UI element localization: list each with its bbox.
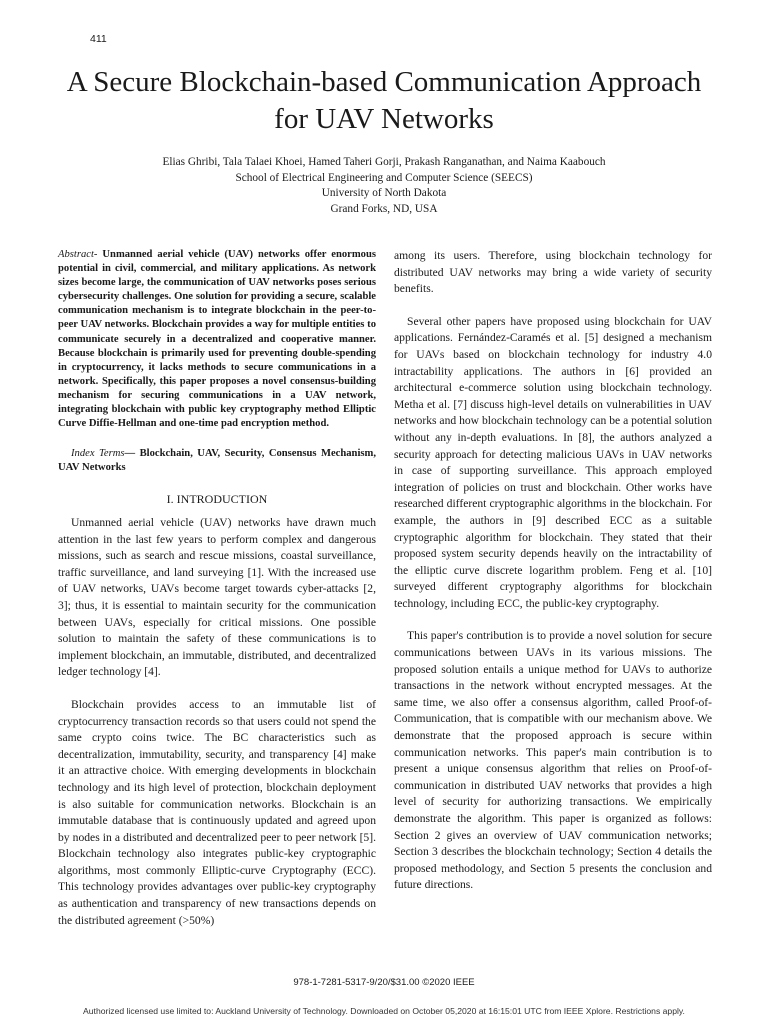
right-paragraph-2: Several other papers have proposed using blockchain for UAV applications. Fernández-Caramés et al. [5] designed a mechanism for UAVs based on blockchain technology for industry 4.0 intractability applications. The authors in [6] provided an architectural e-commerce solution using blockchain technology. Metha et al. [7] discuss high-level details on vulnerabilities in UAV networks and how blockchain technology can be a potential solution without any in-depth evaluations. In [8], the authors analyzed a security approach for detecting malicious UAVs in UAV networks in case of supporting surveillance. This approach employed integration of policies on trust and blockchain. Other works have researched different cryptographic algorithms in the blockchain. For example, the authors in [9] described ECC as a suitable cryptographic algorithm for blockchain. They stated that their proposed system security depends heavily on the intractability of the elliptic curve discrete logarithm problem. Feng et al. [10] surveyed different cryptography algorithms for blockchain technology, including ECC, the public-key cryptography. bbox=[394, 314, 712, 610]
section-heading-introduction: I. INTRODUCTION bbox=[166, 492, 268, 507]
footer-isbn: 978-1-7281-5317-9/20/$31.00 ©2020 IEEE bbox=[293, 977, 475, 988]
index-terms-text: — Blockchain, UAV, Security, Consensus Mechanism, UAV Networks bbox=[58, 448, 376, 474]
intro-paragraph-2: Blockchain provides access to an immutable list of cryptocurrency transaction records so that users could not spend the same crypto coins twice. The BC characteristics such as decentralization, immutability, security, and transparency [4] make it an attractive choice. With emerging developments in blockchain technology and its high level of protection, blockchain deployment is also suitable for communication networks. Blockchain is an immutable database that is continuously updated and agreed upon by nodes in a distributed and decentralized peer to peer network [5]. Blockchain technology also integrates public-key cryptographic algorithms, most commonly Elliptic-curve Cryptography (ECC). This technology provides advantages over public-key cryptography as authentication and transparency of new transactions depends on the distributed agreement (>50%) bbox=[58, 697, 376, 927]
right-paragraph-3: This paper's contribution is to provide a novel solution for secure communications between UAVs in its various missions. The proposed solution entails a unique method for UAVs to authorize transactions in the network without encrypted messages. At the same time, we also offer a consensus algorithm, called Proof-of-Communication, that is compatible with our mechanism above. We demonstrate that the proposed approach is secure within communication networks. This paper's main contribution is to present a unique consensus algorithm that relies on Proof-of-communication in distributed UAV networks that provides a high level of security for authorizing transactions. We empirically demonstrate the algorithm. This paper is organized as follows: Section 2 gives an overview of UAV communication networks; Section 3 describes the blockchain technology; Section 4 details the proposed methodology, and Section 5 presents the conclusion and future directions. bbox=[394, 629, 712, 892]
left-column bbox=[58, 248, 376, 945]
license-notice: Authorized licensed use limited to: Auckland University of Technology. Downloaded on October 05,2020 at 16:15:01 UTC from IEEE Xplore. Restrictions apply. bbox=[83, 1006, 685, 1016]
author-list: Elias Ghribi, Tala Talaei Khoei, Hamed Taheri Gorji, Prakash Ranganathan, and Naima Kaabouch bbox=[162, 156, 606, 168]
affiliation-school: School of Electrical Engineering and Computer Science (SEECS) bbox=[235, 171, 533, 184]
intro-paragraph-1: Unmanned aerial vehicle (UAV) networks have drawn much attention in the last few years to perform complex and dangerous missions, such as search and rescue missions, coastal surveillance, traffic surveillance, and land surveying [1]. With the increased use of UAV networks, UAVs become target towards cyber-attacks [2, 3]; thus, it is essential to maintain security for the communication between UAVs, especially for critical missions. One possible solution to maintain the safety of these communications is to implement blockchain, an immutable, distributed, and decentralized ledger technology [4]. bbox=[58, 516, 376, 679]
index-terms-label: Index Terms bbox=[71, 448, 125, 460]
abstract-text: Unmanned aerial vehicle (UAV) networks offer enormous potential in civil, commercial, and military applications. As network sizes become large, the communication of UAV networks poses serious cybersecurity challenges. One solution for providing a secure, scalable communication mechanism is to integrate blockchain in the peer-to-peer UAV networks. Blockchain provides a way for multiple entities to communicate securely in a decentralized and cooperative manner. Because blockchain is primarily used for preventing double-spending in cryptocurrency, it lacks methods to secure communications in a network. Specifically, this paper proposes a novel consensus-building mechanism for securing communications in a UAV network, integrating blockchain with public key cryptography method Elliptic Curve Diffie-Hellman and one-time pad encryption method. bbox=[58, 249, 376, 430]
affiliation-location: Grand Forks, ND, USA bbox=[330, 202, 438, 215]
page-number: 411 bbox=[90, 33, 107, 45]
right-column bbox=[394, 248, 712, 910]
abstract-label: Abstract- bbox=[58, 249, 98, 260]
abstract bbox=[58, 248, 376, 431]
index-terms bbox=[58, 447, 376, 475]
author-block bbox=[60, 155, 708, 217]
paper-title: A Secure Blockchain-based Communication Approach for UAV Networks bbox=[66, 66, 702, 135]
right-paragraph-1: among its users. Therefore, using blockchain technology for distributed UAV networks may bring a wide variety of security benefits. bbox=[394, 249, 712, 296]
affiliation-university: University of North Dakota bbox=[321, 187, 447, 200]
